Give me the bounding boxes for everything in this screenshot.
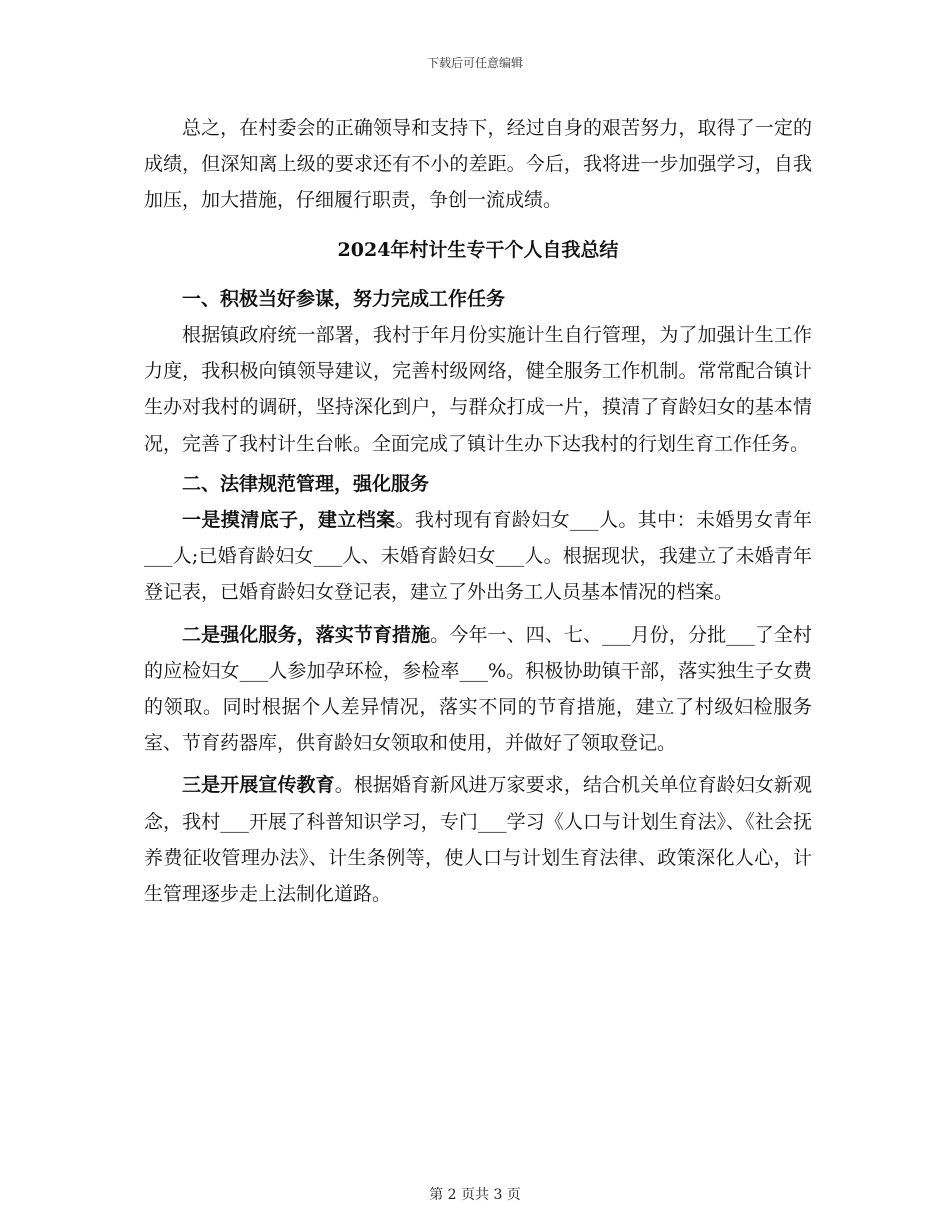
text-education: 。根据婚育新风进万家要求，结合机关单位育龄妇女新观念，我村___开展了科普知识学习，专门___学习《人口与计划生育法》、《社会抚养费征收管理办法》、计生条例等，使人口与计划生育法律、政策深化人心，计生管理逐步走上法制化道路。 (144, 774, 812, 906)
paragraph-service (144, 617, 812, 762)
page-footer: 第 2 页共 3 页 (429, 1187, 521, 1203)
paragraph-archives (144, 502, 812, 611)
document-title: 2024年村计生专干个人自我总结 (337, 238, 619, 261)
paragraph-summary: 总之，在村委会的正确领导和支持下，经过自身的艰苦努力，取得了一定的成绩，但深知离上级的要求还有不小的差距。今后，我将进一步加强学习，自我加压，加大措施，仔细履行职责，争创一流成绩。 (144, 117, 812, 212)
section-heading-2: 二、法律规范管理，强化服务 (182, 472, 430, 495)
lead-archives: 一是摸清底子，建立档案 (182, 509, 396, 532)
page-header: 下载后可任意编辑 (426, 56, 523, 70)
lead-education: 三是开展宣传教育 (182, 774, 335, 797)
paragraph-section-1: 根据镇政府统一部署，我村于年月份实施计生自行管理，为了加强计生工作力度，我积极向镇领导建议，完善村级网络，健全服务工作机制。常常配合镇计生办对我村的调研，坚持深化到户，与群众打成一片，摸清了育龄妇女的基本情况，完善了我村计生台帐。全面完成了镇计生办下达我村的行划生育工作任务。 (144, 324, 812, 455)
paragraph-education (144, 767, 812, 912)
section-heading-1: 一、积极当好参谋，努力完成工作任务 (182, 287, 506, 310)
lead-service: 二是强化服务，落实节育措施 (182, 623, 431, 646)
document-body (144, 110, 812, 912)
text-archives: 。我村现有育龄妇女___人。其中：未婚男女青年___人;已婚育龄妇女___人、未婚育龄妇女___人。根据现状，我建立了未婚青年登记表，已婚育龄妇女登记表，建立了外出务工人员基本情况的档案。 (144, 509, 812, 604)
text-service: 。今年一、四、七、___月份，分批___了全村的应检妇女___人参加孕环检，参检率___%。积极协助镇干部，落实独生子女费的领取。同时根据个人差异情况，落实不同的节育措施，建立了村级妇检服务室、节育药器库，供育龄妇女领取和使用，并做好了领取登记。 (144, 623, 812, 755)
